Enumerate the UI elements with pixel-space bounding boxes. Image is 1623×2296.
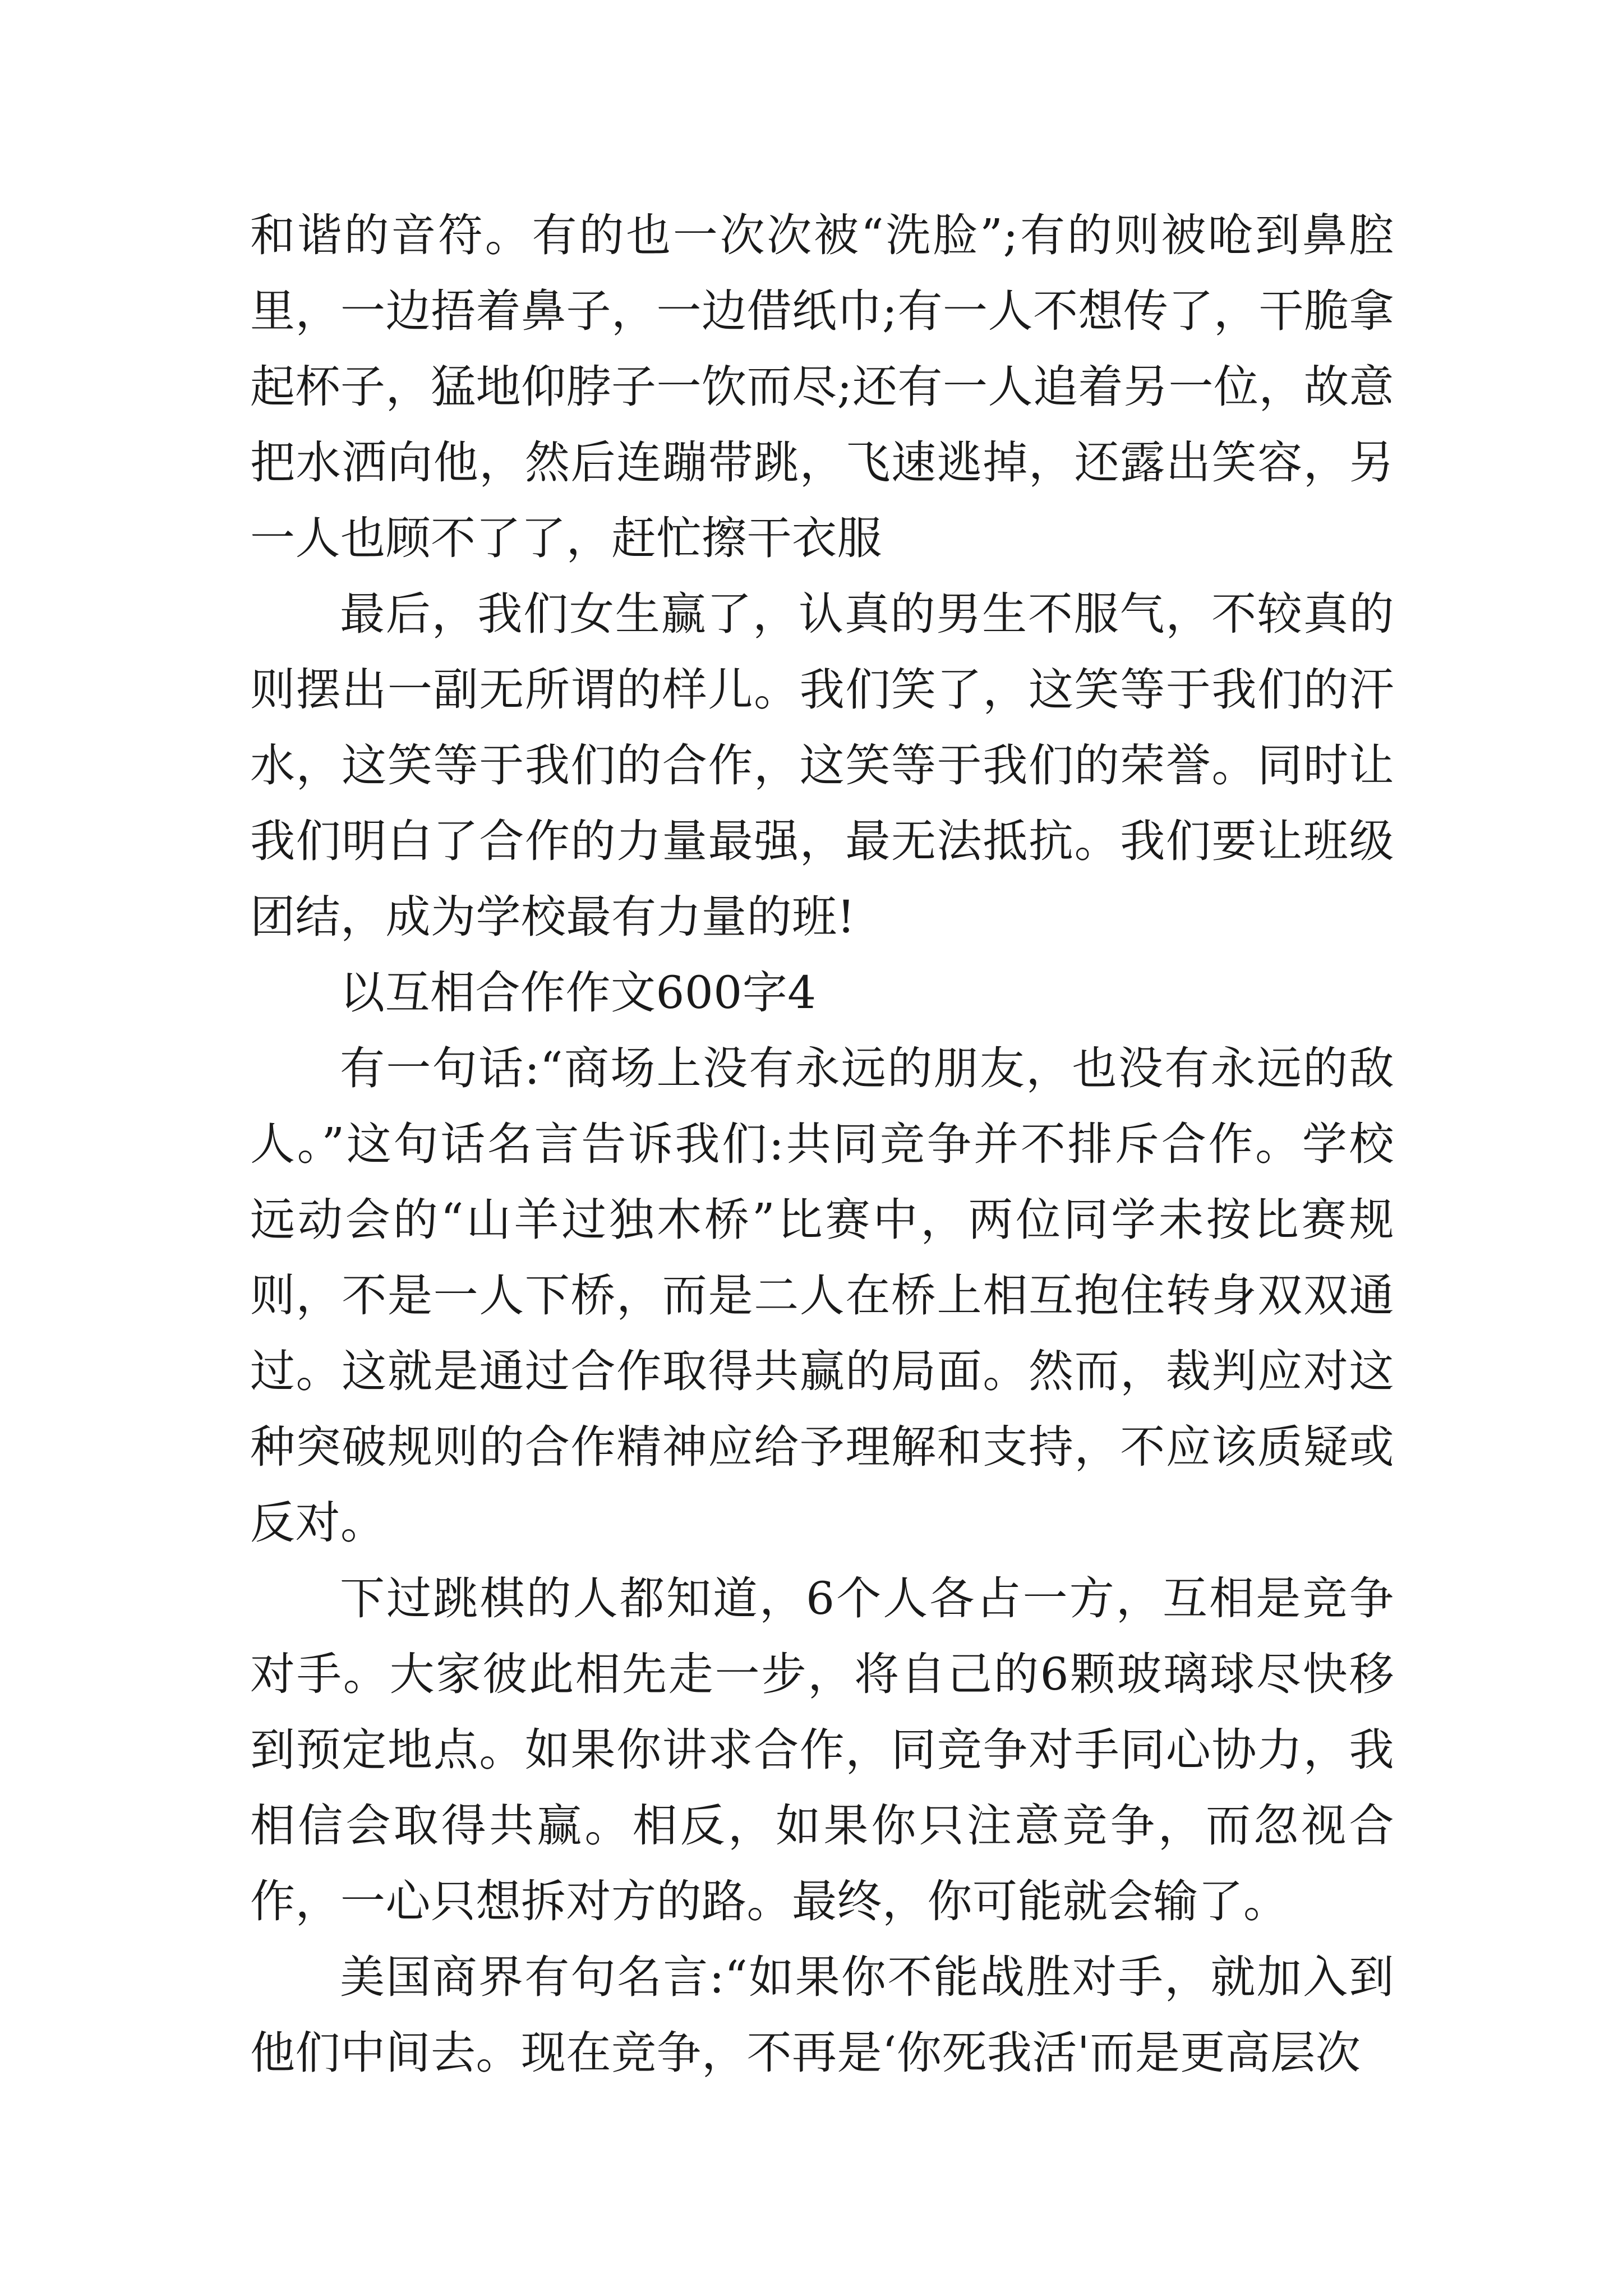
paragraph-checkers: 下过跳棋的人都知道，6个人各占一方，互相是竞争对手。大家彼此相先走一步，将自己的6颗玻璃球尽快移到预定地点。如果你讲求合作，同竞争对手同心协力，我相信会取得共赢。相反，如果你只注意竞争，而忽视合作，一心只想拆对方的路。最终，你可能就会输了。 [250, 1572, 1394, 1927]
paragraph-business-quote: 有一句话:“商场上没有永远的朋友，也没有永远的敌人。”这句话名言告诉我们:共同竞争并不排斥合作。学校远动会的“山羊过独木桥”比赛中，两位同学未按比赛规则，不是一人下桥，而是二人在桥上相互抱住转身双双通过。这就是通过合作取得共赢的局面。然而，裁判应对这种突破规则的合作精神应给予理解和支持，不应该质疑或反对。 [250, 1042, 1394, 1549]
paragraph-water-game: 和谐的音符。有的也一次次被“洗脸”;有的则被呛到鼻腔里，一边捂着鼻子，一边借纸巾;有一人不想传了，干脆拿起杯子，猛地仰脖子一饮而尽;还有一人追着另一位，故意把水洒向他，然后连蹦带跳，飞速逃掉，还露出笑容，另一人也顾不了了，赶忙擦干衣服 [250, 209, 1394, 564]
document-body [250, 197, 1394, 2091]
essay-heading: 以互相合作作文600字4 [340, 967, 817, 1019]
paragraph-american-saying: 美国商界有句名言:“如果你不能战胜对手，就加入到他们中间去。现在竞争，不再是‘你死我活'而是更高层次 [250, 1951, 1394, 2079]
paragraph-girls-won: 最后，我们女生赢了，认真的男生不服气，不较真的则摆出一副无所谓的样儿。我们笑了，这笑等于我们的汗水，这笑等于我们的合作，这笑等于我们的荣誉。同时让我们明白了合作的力量最强，最无法抵抗。我们要让班级团结，成为学校最有力量的班! [250, 588, 1394, 943]
